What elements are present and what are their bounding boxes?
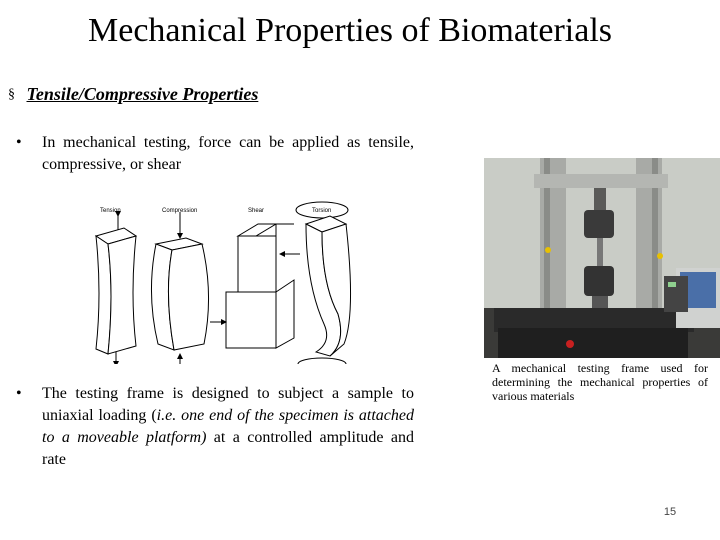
bullet-dot: • [16, 134, 22, 151]
torsion-figure [296, 202, 351, 364]
testing-frame-photo [484, 158, 720, 358]
label-tension: Tension [100, 208, 121, 214]
slide-title: Mechanical Properties of Biomaterials [88, 12, 612, 49]
page-number: 15 [663, 506, 677, 518]
bullet-text-part2: at a controlled amplitude and rate [42, 429, 414, 468]
bullet-force-types [16, 132, 414, 176]
loading-modes-diagram [80, 194, 360, 364]
shear-figure [210, 224, 300, 348]
bullet-text-part1: The testing frame is designed to subject a sample to uniaxial loading ( [42, 385, 414, 424]
label-torsion: Torsion [312, 208, 332, 214]
tension-figure [96, 216, 136, 364]
bullet-text-italic: i.e. one end of the specimen is attached to a moveable platform) [42, 407, 415, 446]
compression-figure [151, 212, 208, 364]
section-heading [8, 84, 258, 105]
section-marker: § [8, 87, 15, 102]
label-compression: Compression [162, 208, 198, 214]
bullet-testing-frame [16, 383, 414, 471]
label-shear: Shear [248, 208, 265, 214]
bullet-text: In mechanical testing, force can be applied as tensile, compressive, or shear [42, 134, 414, 173]
photo-caption: A mechanical testing frame used for determining the mechanical properties of various materials [492, 361, 708, 403]
bullet-dot: • [16, 385, 22, 402]
bullet-text [42, 383, 414, 471]
section-heading-text: Tensile/Compressive Properties [26, 84, 259, 104]
